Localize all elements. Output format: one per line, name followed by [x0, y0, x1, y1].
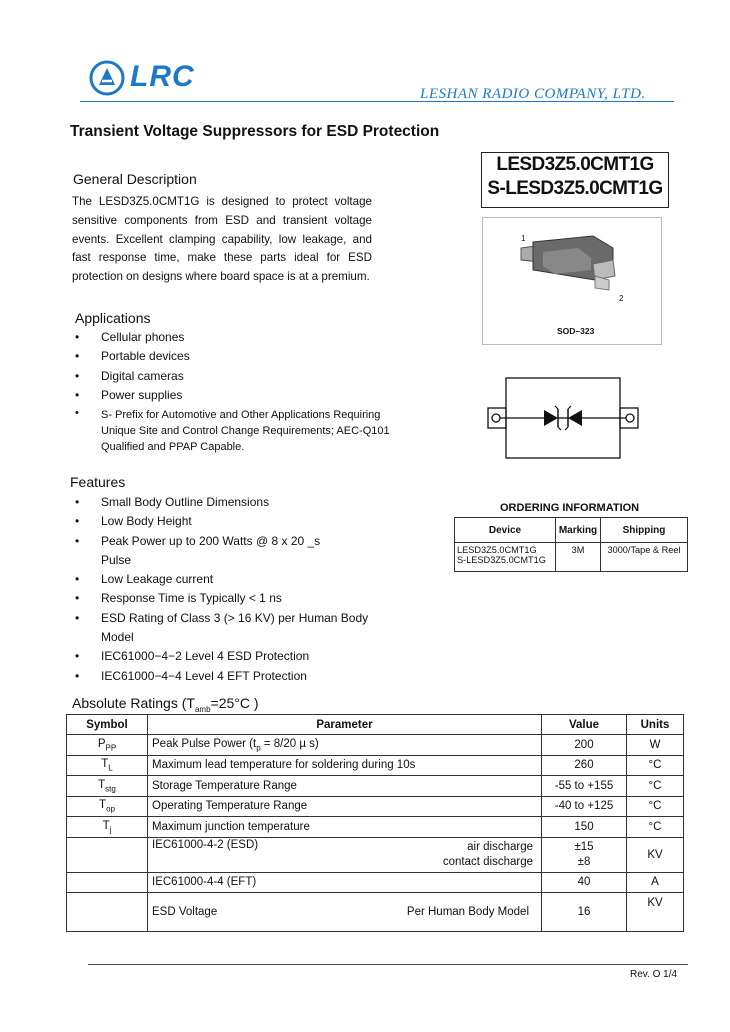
value-cell: 200	[542, 735, 627, 756]
list-item: • Low Body Height	[75, 512, 375, 531]
ratings-table	[66, 714, 684, 932]
applications-heading: Applications	[75, 310, 151, 326]
parameter-cell: IEC61000-4-4 (EFT)	[148, 872, 542, 893]
bullet-icon: •	[75, 572, 80, 587]
list-item: • IEC61000−4−4 Level 4 EFT Protection	[75, 667, 375, 686]
value-cell: ±15 ±8	[542, 837, 627, 872]
parameter-cell: Peak Pulse Power ($t_p = 8/20$ µ s)	[148, 735, 542, 756]
table-header-row	[67, 715, 684, 735]
list-item: • Digital cameras	[75, 367, 435, 386]
list-item: • Peak Power up to 200 Watts @ 8 x 20 _s Pulse	[75, 533, 321, 567]
shipping-cell: 3000/Tape & Reel	[601, 543, 688, 572]
parameter-cell: Maximum lead temperature for soldering during 10s	[148, 755, 542, 776]
unit-cell: A	[627, 872, 684, 893]
package-illustration	[482, 217, 662, 345]
list-item: • Portable devices	[75, 347, 435, 366]
bullet-icon: •	[75, 495, 80, 509]
value-cell: 40	[542, 872, 627, 893]
bullet-icon: •	[75, 368, 80, 383]
column-header: Shipping	[601, 518, 688, 543]
symbol-cell: $T_{stg}$	[67, 776, 148, 797]
parameter-cell: IEC61000-4-2 (ESD) air discharge contact discharge	[148, 837, 542, 872]
list-item: • IEC61000−4−2 Level 4 ESD Protection	[75, 647, 375, 666]
features-heading: Features	[70, 474, 126, 490]
list-item: • Response Time is Typically < 1 ns	[75, 589, 375, 608]
list-item: • S- Prefix for Automotive and Other Applications Requiring Unique Site and Control Change Requirements; AEC-Q101 Qualified and PPAP Capable.	[75, 407, 390, 454]
symbol-cell	[67, 893, 148, 932]
symbol-cell	[67, 872, 148, 893]
unit-cell: KV	[627, 893, 684, 932]
symbol-cell: $T_L$	[67, 755, 148, 776]
value-cell: 16	[542, 893, 627, 932]
unit-cell: °C	[627, 776, 684, 797]
bullet-icon: •	[75, 387, 80, 402]
part-number-2: S-LESD3Z5.0CMT1G	[487, 178, 663, 199]
footer-divider	[88, 964, 688, 965]
pin-2-label: 2	[619, 294, 624, 303]
value-cell: 150	[542, 817, 627, 838]
parameter-cell: Maximum junction temperature	[148, 817, 542, 838]
bullet-icon: •	[75, 668, 80, 683]
list-item: • ESD Rating of Class 3 (> 16 KV) per Human Body Model	[75, 610, 369, 645]
symbol-cell	[67, 837, 148, 872]
absolute-ratings-heading: Absolute Ratings ($T_{amb}=25^\circ C$ )	[72, 695, 259, 714]
value-cell: -55 to +155	[542, 776, 627, 797]
column-header: Device	[455, 518, 556, 543]
applications-list	[75, 328, 435, 455]
features-list	[75, 493, 375, 686]
symbol-cell: $T_j$	[67, 817, 148, 838]
column-header: Parameter	[148, 715, 542, 735]
column-header: Symbol	[67, 715, 148, 735]
list-item: • Small Body Outline Dimensions	[75, 493, 375, 512]
part-number-box	[481, 152, 669, 208]
revision-label: Rev. O 1/4	[630, 969, 678, 980]
bullet-icon: •	[75, 610, 80, 625]
unit-cell: W	[627, 735, 684, 756]
general-description-text: The LESD3Z5.0CMT1G is designed to protect voltage sensitive components from ESD and transient voltage events. Excellent clamping capability, low leakage, and fast response time, make these parts ideal for ESD protection on designs where board space is at a premium.	[72, 195, 372, 284]
pin-1-label: 1	[521, 234, 526, 243]
bullet-icon: •	[75, 649, 80, 664]
ordering-title: ORDERING INFORMATION	[500, 502, 640, 514]
table-row	[67, 837, 684, 872]
unit-cell: °C	[627, 796, 684, 817]
list-item: • Cellular phones	[75, 328, 435, 347]
part-number-1: LESD3Z5.0CMT1G	[496, 154, 654, 175]
symbol-cell: $T_{op}$	[67, 796, 148, 817]
header-divider	[80, 101, 674, 102]
unit-cell: °C	[627, 817, 684, 838]
general-description-heading: General Description	[73, 171, 197, 187]
table-row	[67, 817, 684, 838]
column-header: Value	[542, 715, 627, 735]
table-header-row	[455, 518, 688, 543]
device-cell: LESD3Z5.0CMT1G S-LESD3Z5.0CMT1G	[455, 543, 556, 572]
bullet-icon: •	[75, 514, 80, 529]
bullet-icon: •	[75, 349, 80, 364]
bullet-icon: •	[75, 330, 80, 344]
value-cell: 260	[542, 755, 627, 776]
bullet-icon: •	[75, 533, 80, 548]
unit-cell: °C	[627, 755, 684, 776]
parameter-cell: ESD Voltage Per Human Body Model	[148, 893, 542, 932]
table-row	[67, 893, 684, 932]
table-row	[67, 776, 684, 797]
ordering-table	[454, 517, 688, 572]
tvs-diode-symbol-icon	[484, 372, 642, 464]
company-name: LESHAN RADIO COMPANY, LTD.	[420, 86, 646, 102]
document-title: Transient Voltage Suppressors for ESD Protection	[70, 123, 440, 140]
logo-text: LRC	[130, 60, 195, 93]
parameter-cell: Operating Temperature Range	[148, 796, 542, 817]
unit-cell: KV	[627, 837, 684, 872]
bullet-icon: •	[75, 591, 80, 606]
table-row	[455, 543, 688, 572]
symbol-cell: $P_{PP}$	[67, 735, 148, 756]
list-item: • Low Leakage current	[75, 570, 375, 589]
table-row	[67, 796, 684, 817]
marking-cell: 3M	[556, 543, 601, 572]
bullet-icon: •	[75, 407, 79, 420]
list-item: • Power supplies	[75, 386, 435, 405]
column-header: Marking	[556, 518, 601, 543]
column-header: Units	[627, 715, 684, 735]
value-cell: -40 to +125	[542, 796, 627, 817]
parameter-cell: Storage Temperature Range	[148, 776, 542, 797]
table-row	[67, 872, 684, 893]
table-row	[67, 735, 684, 756]
table-row	[67, 755, 684, 776]
package-name: SOD–323	[557, 326, 595, 336]
